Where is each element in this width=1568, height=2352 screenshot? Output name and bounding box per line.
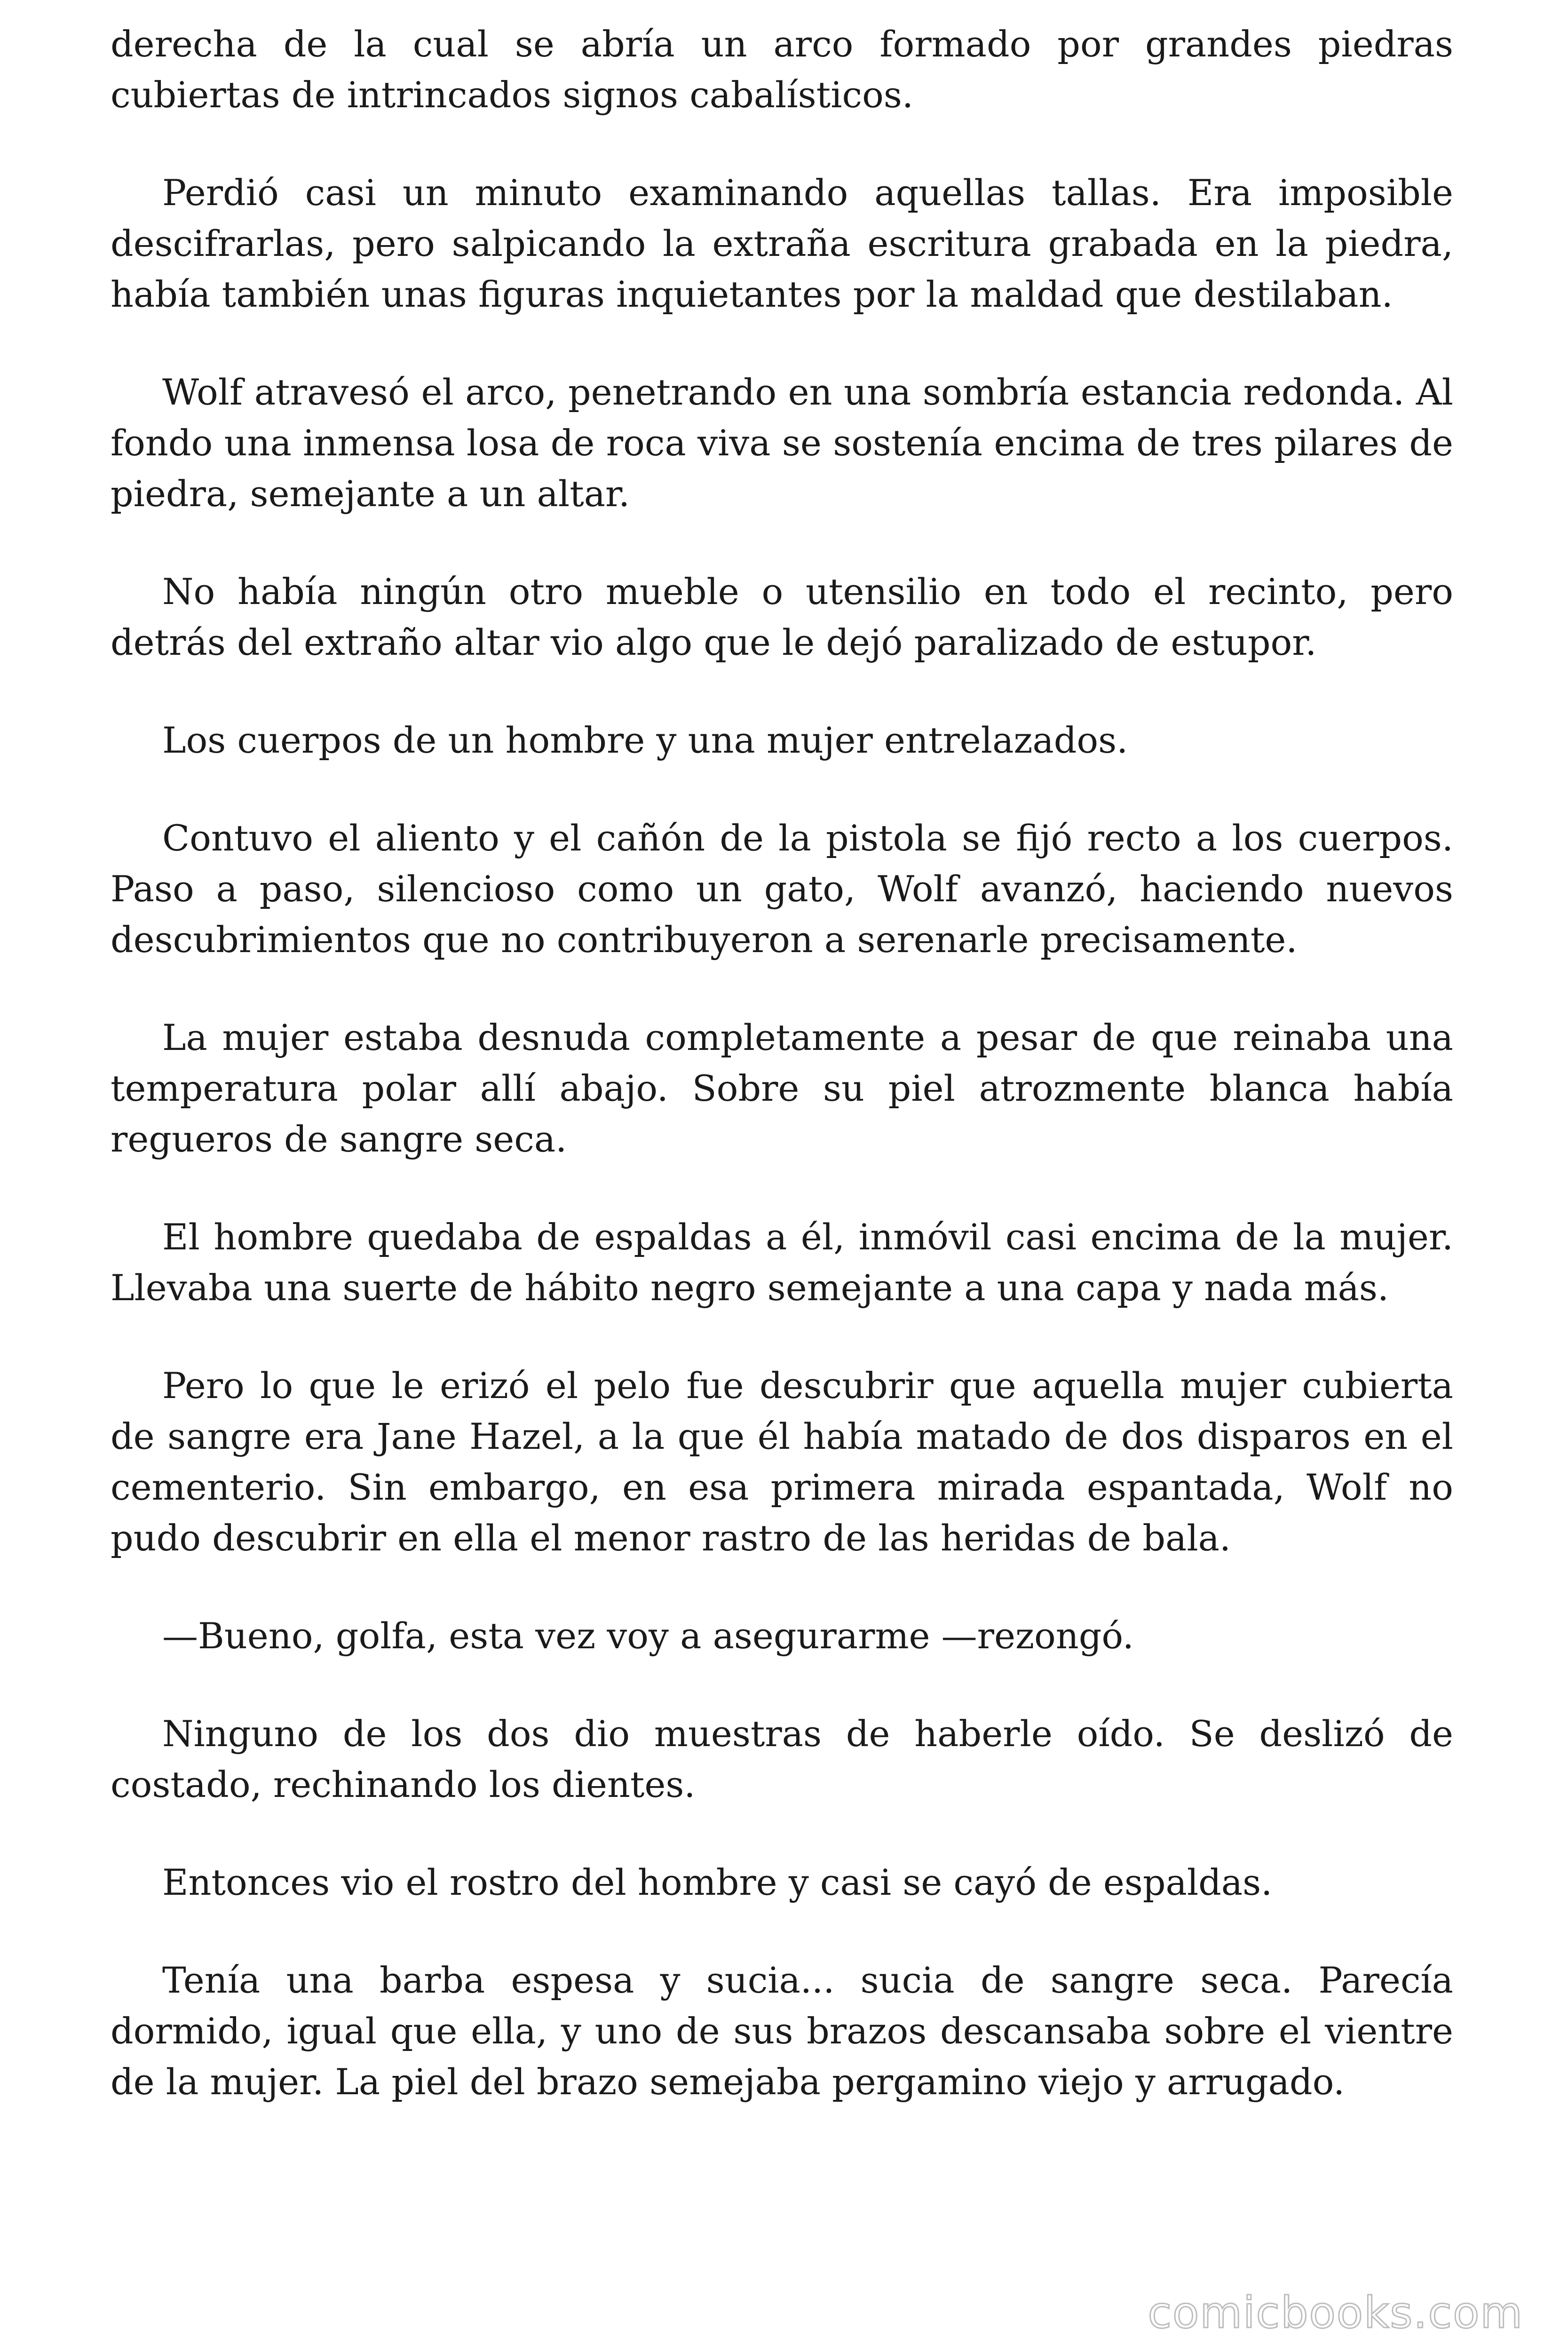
paragraph-7: La mujer estaba desnuda completamente a pesar de que reinaba una temperatura polar allí abajo. Sobre su piel atrozmente blanca había regueros de sangre seca. (111, 1017, 1453, 1160)
paragraph-9: Pero lo que le erizó el pelo fue descubrir que aquella mujer cubierta de sangre era Jane Hazel, a la que él había matado de dos disparos en el cementerio. Sin embargo, en esa primera mirada espantada, Wolf no pudo descubrir en ella el menor rastro de las heridas de bala. (111, 1365, 1453, 1559)
paragraph-5: Los cuerpos de un hombre y una mujer entrelazados. (162, 719, 1128, 761)
paragraph-6: Contuvo el aliento y el cañón de la pistola se fijó recto a los cuerpos. Paso a paso, silencioso como un gato, Wolf avanzó, haciendo nuevos descubrimientos que no contribuyeron a serenarle precisamente. (111, 817, 1453, 961)
paragraph-1: derecha de la cual se abría un arco formado por grandes piedras cubiertas de intrincados signos cabalísticos. (111, 23, 1453, 116)
paragraph-11: Ninguno de los dos dio muestras de haberle oído. Se deslizó de costado, rechinando los dientes. (111, 1713, 1453, 1805)
paragraph-4: No había ningún otro mueble o utensilio en todo el recinto, pero detrás del extraño altar vio algo que le dejó paralizado de estupor. (111, 571, 1453, 663)
watermark-logo: comicbooks.com (1148, 2288, 1523, 2338)
paragraph-10: —Bueno, golfa, esta vez voy a asegurarme —rezongó. (162, 1615, 1134, 1657)
paragraph-2: Perdió casi un minuto examinando aquellas tallas. Era imposible descifrarlas, pero salpicando la extraña escritura grabada en la piedra, había también unas figuras inquietantes por la maldad que destilaban. (111, 172, 1453, 315)
paragraph-12: Entonces vio el rostro del hombre y casi se cayó de espaldas. (162, 1861, 1273, 1903)
paragraph-13: Tenía una barba espesa y sucia... sucia de sangre seca. Parecía dormido, igual que ella, y uno de sus brazos descansaba sobre el vientre de la mujer. La piel del brazo semejaba pergamino viejo y arrugado. (111, 1959, 1453, 2103)
paragraph-3: Wolf atravesó el arco, penetrando en una sombría estancia redonda. Al fondo una inmensa losa de roca viva se sostenía encima de tres pilares de piedra, semejante a un altar. (111, 371, 1453, 515)
book-page (111, 19, 1453, 2154)
paragraph-8: El hombre quedaba de espaldas a él, inmóvil casi encima de la mujer. Llevaba una suerte de hábito negro semejante a una capa y nada más. (111, 1216, 1453, 1309)
